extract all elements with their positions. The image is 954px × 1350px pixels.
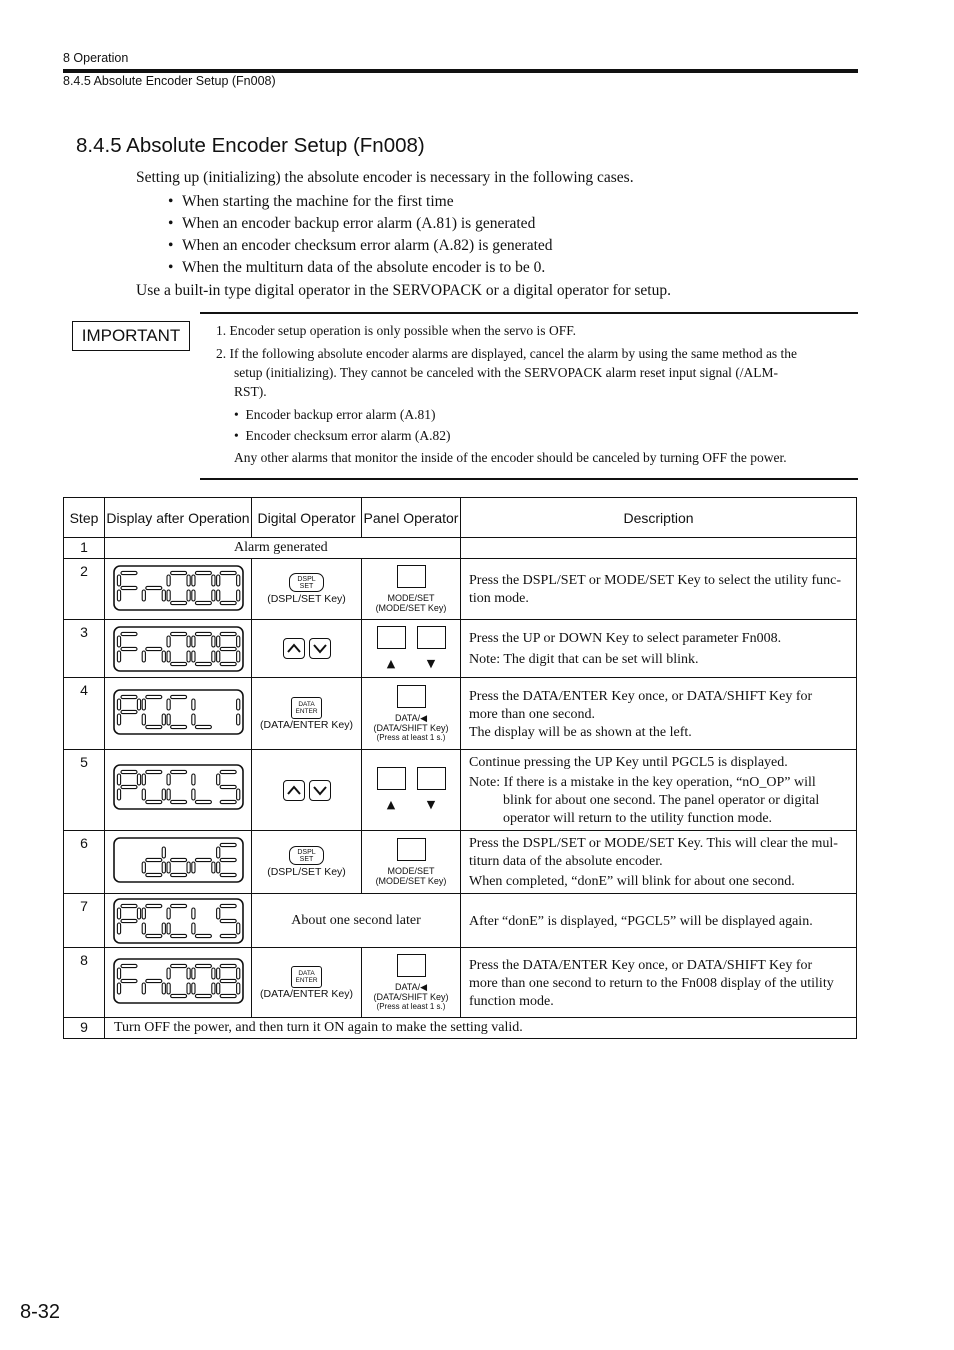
header-display: Display after Operation [105, 498, 252, 538]
display-cell [105, 894, 252, 948]
key-caption: (MODE/SET Key) [375, 876, 447, 886]
step-number: 7 [64, 894, 105, 948]
key-caption: (DATA/ENTER Key) [260, 718, 353, 731]
important-item-2-line-2: setup (initializing). They cannot be canceled with the SERVOPACK alarm reset input signal (/ALM- [234, 365, 779, 380]
lcd-display [113, 689, 244, 735]
digital-operator-cell [252, 750, 362, 831]
description-cell: Press the DATA/ENTER Key once, or DATA/SHIFT Key for more than one second to return to the Fn008 display of the utility function mode. [461, 948, 857, 1018]
header-digital-operator: Digital Operator [252, 498, 362, 538]
display-cell [105, 559, 252, 620]
digital-operator-cell [252, 948, 362, 1018]
description-cell: Press the DATA/ENTER Key once, or DATA/SHIFT Key for more than one second. The display will be as shown at the left. [461, 678, 857, 750]
down-triangle-icon: ▼ [426, 656, 436, 670]
key-caption: (DATA/SHIFT Key) [373, 991, 449, 1002]
list-item: • When starting the machine for the first time [136, 192, 553, 214]
key-label: DATA/◀ [394, 712, 428, 723]
display-cell [105, 948, 252, 1018]
mode-set-key-icon [397, 565, 426, 588]
key-note: (Press at least 1 s.) [376, 1001, 446, 1011]
step-number: 2 [64, 559, 105, 620]
key-note: (Press at least 1 s.) [376, 732, 446, 742]
desc-cell [461, 538, 857, 559]
display-cell [105, 620, 252, 678]
down-key-icon [417, 626, 446, 649]
section-title: 8.4.5 Absolute Encoder Setup (Fn008) [76, 134, 425, 157]
table-row [64, 894, 857, 948]
key-label: MODE/SET [387, 866, 435, 876]
panel-operator-cell [362, 948, 461, 1018]
panel-operator-cell [362, 750, 461, 831]
up-key-icon [283, 638, 305, 659]
lcd-display [113, 764, 244, 810]
down-key-icon [309, 780, 331, 801]
table-row [64, 948, 857, 1018]
digital-operator-cell [252, 620, 362, 678]
header-rule [63, 69, 858, 73]
important-bottom-rule [200, 478, 858, 480]
key-label: MODE/SET [387, 593, 435, 603]
header-description: Description [461, 498, 857, 538]
step-number: 6 [64, 831, 105, 894]
key-caption: (DATA/ENTER Key) [260, 987, 353, 1000]
description-cell: After “donE” is displayed, “PGCL5” will be displayed again. [461, 894, 857, 948]
intro-text: Setting up (initializing) the absolute encoder is necessary in the following cases. [136, 169, 634, 186]
important-item-2-line-1: 2. If the following absolute encoder alarms are displayed, cancel the alarm by using the same method as the [216, 346, 798, 361]
down-triangle-icon: ▼ [426, 798, 436, 811]
step-number: 1 [64, 538, 105, 559]
step-number: 8 [64, 948, 105, 1018]
cases-list [136, 192, 553, 280]
key-label: DATA/◀ [394, 981, 428, 992]
running-header-section: 8.4.5 Absolute Encoder Setup (Fn008) [63, 74, 276, 88]
step-number: 9 [64, 1018, 105, 1039]
header-panel-operator: Panel Operator [362, 498, 461, 538]
running-header-chapter: 8 Operation [63, 51, 129, 65]
display-cell [105, 678, 252, 750]
key-caption: (MODE/SET Key) [375, 603, 447, 613]
lcd-display [113, 626, 244, 672]
up-key-icon [283, 780, 305, 801]
table-row [64, 678, 857, 750]
table-row [64, 750, 857, 831]
table-row [64, 559, 857, 620]
up-key-icon [377, 626, 406, 649]
important-bullet-2: • Encoder checksum error alarm (A.82) [234, 428, 451, 443]
dspl-set-key-icon: DSPL SET [289, 846, 323, 865]
header-step: Step [64, 498, 105, 538]
important-item-1: 1. Encoder setup operation is only possible when the servo is OFF. [216, 323, 576, 338]
data-shift-key-icon [397, 954, 426, 977]
important-note: Any other alarms that monitor the inside of the encoder should be canceled by turning OFF the power. [234, 450, 787, 465]
key-caption: (DSPL/SET Key) [267, 593, 346, 605]
display-cell [105, 831, 252, 894]
down-key-icon [309, 638, 331, 659]
list-item: • When the multiturn data of the absolute encoder is to be 0. [136, 258, 553, 280]
table-row [64, 1018, 857, 1039]
digital-operator-cell [252, 678, 362, 750]
about-one-second-text: About one second later [252, 894, 461, 948]
final-instruction: Turn OFF the power, and then turn it ON again to make the setting valid. [105, 1018, 857, 1039]
table-row [64, 831, 857, 894]
down-key-icon [417, 767, 446, 790]
lcd-display [113, 837, 244, 883]
data-enter-key-icon: DATA ENTER [291, 697, 321, 719]
digital-operator-cell [252, 831, 362, 894]
step-number: 5 [64, 750, 105, 831]
description-cell: Press the DSPL/SET or MODE/SET Key. This will clear the mul- titurn data of the absolute encoder. When completed, “donE” will blink for about one second. [461, 831, 857, 894]
panel-operator-cell [362, 559, 461, 620]
key-caption: (DSPL/SET Key) [267, 866, 346, 878]
description-cell: Continue pressing the UP Key until PGCL5 is displayed. Note: If there is a mistake in the key operation, “nO_OP” will blink for about one second. The panel operator or digital operator will return to the utility function mode. [461, 750, 857, 831]
table-row [64, 620, 857, 678]
setup-steps-table [63, 497, 857, 1039]
mode-set-key-icon [397, 838, 426, 861]
description-cell: Press the UP or DOWN Key to select parameter Fn008. Note: The digit that can be set will blink. [461, 620, 857, 678]
panel-operator-cell [362, 678, 461, 750]
description-cell: Press the DSPL/SET or MODE/SET Key to select the utility func- tion mode. [461, 559, 857, 620]
data-enter-key-icon: DATA ENTER [291, 966, 321, 988]
lcd-display [113, 958, 244, 1004]
data-shift-key-icon [397, 685, 426, 708]
key-caption: (DATA/SHIFT Key) [373, 722, 449, 733]
dspl-set-key-icon: DSPL SET [289, 573, 323, 592]
lcd-display [113, 898, 244, 944]
table-row [64, 538, 857, 559]
alarm-generated-text: Alarm generated [105, 538, 461, 559]
list-item: • When an encoder backup error alarm (A.81) is generated [136, 214, 553, 236]
digital-operator-cell [252, 559, 362, 620]
up-key-icon [377, 767, 406, 790]
important-label: IMPORTANT [72, 321, 190, 351]
panel-operator-cell [362, 620, 461, 678]
panel-operator-cell [362, 831, 461, 894]
table-header-row [64, 498, 857, 538]
important-top-rule [200, 312, 858, 314]
page-number: 8-32 [20, 1301, 61, 1323]
list-item: • When an encoder checksum error alarm (A.82) is generated [136, 236, 553, 258]
important-bullet-1: • Encoder backup error alarm (A.81) [234, 407, 436, 422]
up-triangle-icon: ▲ [386, 798, 396, 811]
important-item-2-line-3: RST). [234, 384, 267, 399]
step-number: 4 [64, 678, 105, 750]
lcd-display [113, 565, 244, 611]
use-operator-text: Use a built-in type digital operator in the SERVOPACK or a digital operator for setup. [136, 282, 671, 299]
step-number: 3 [64, 620, 105, 678]
display-cell [105, 750, 252, 831]
up-triangle-icon: ▲ [386, 656, 396, 670]
